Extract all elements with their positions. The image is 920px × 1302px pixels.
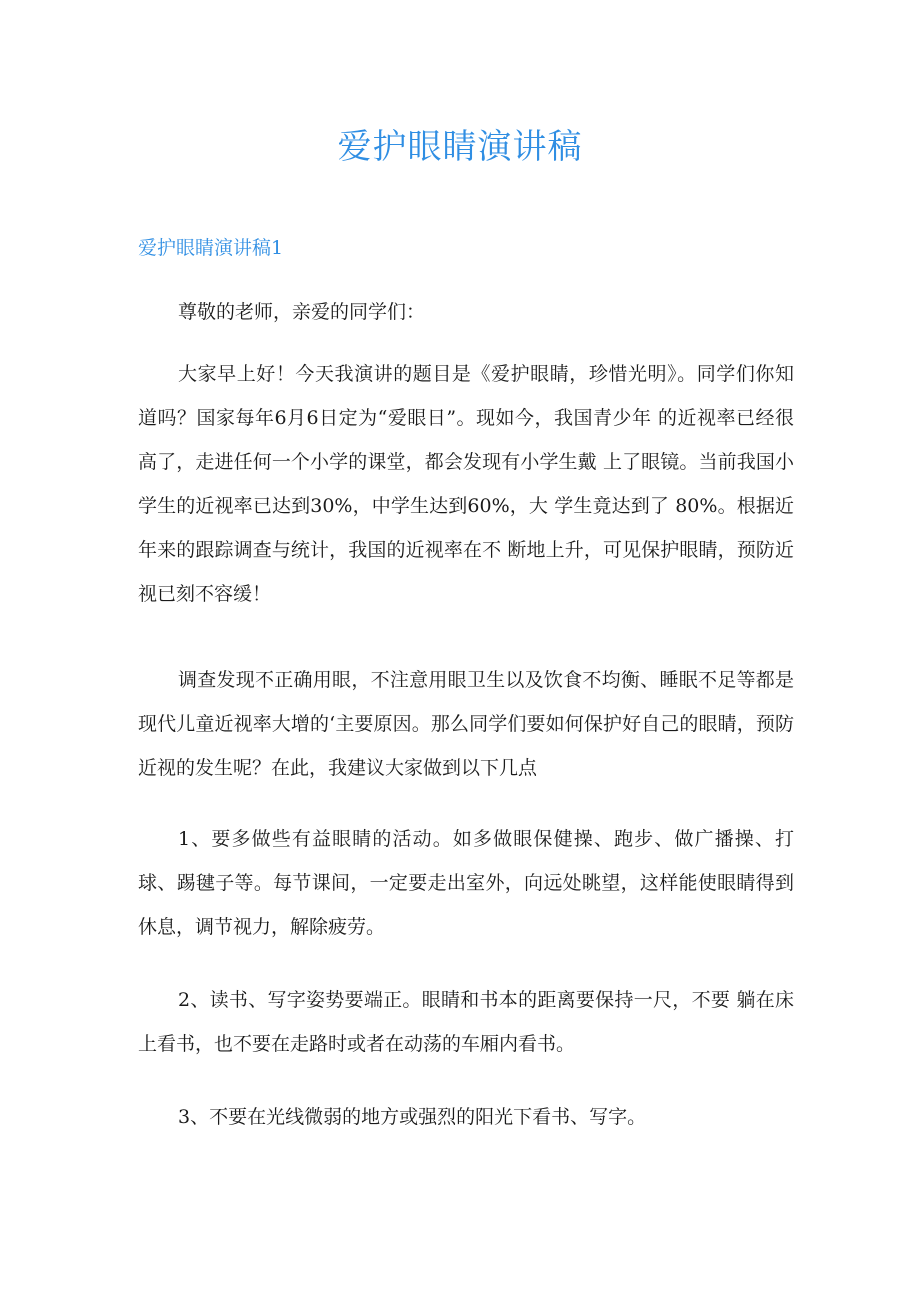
body-paragraph: 大家早上好！今天我演讲的题目是《爱护眼睛，珍惜光明》。同学们你知道吗？国家每年6月6日定为“爱眼日”。现如今，我国青少年 的近视率已经很高了，走进任何一个小学的课堂，都会发现有小学生戴 上了眼镜。当前我国小学生的近视率已达到30%，中学生达到60%，大 学生竟达到了 80%。根据近年来的跟踪调查与统计，我国的近视率在不 断地上升，可见保护眼睛，预防近视已刻不容缓！	[138, 363, 794, 605]
list-paragraph: 2、读书、写字姿势要端正。眼睛和书本的距离要保持一尺，不要 躺在床上看书，也不要在走路时或者在动荡的车厢内看书。	[138, 989, 794, 1055]
document-title: 爱护眼睛演讲稿	[337, 127, 583, 167]
section-heading: 爱护眼睛演讲稿1	[138, 237, 284, 259]
salutation-paragraph: 尊敬的老师，亲爱的同学们：	[178, 301, 426, 323]
body-paragraph: 调查发现不正确用眼，不注意用眼卫生以及饮食不均衡、睡眠不足等都是现代儿童近视率大增的‘主要原因。那么同学们要如何保护好自己的眼睛，预防近视的发生呢？在此，我建议大家做到以下几点	[138, 669, 794, 779]
list-paragraph: 3、不要在光线微弱的地方或强烈的阳光下看书、写字。	[178, 1106, 647, 1128]
list-paragraph: 1、要多做些有益眼睛的活动。如多做眼保健操、跑步、做广播操、打球、踢毽子等。每节课间，一定要走出室外，向远处眺望，这样能使眼睛得到休息，调节视力，解除疲劳。	[138, 828, 794, 938]
